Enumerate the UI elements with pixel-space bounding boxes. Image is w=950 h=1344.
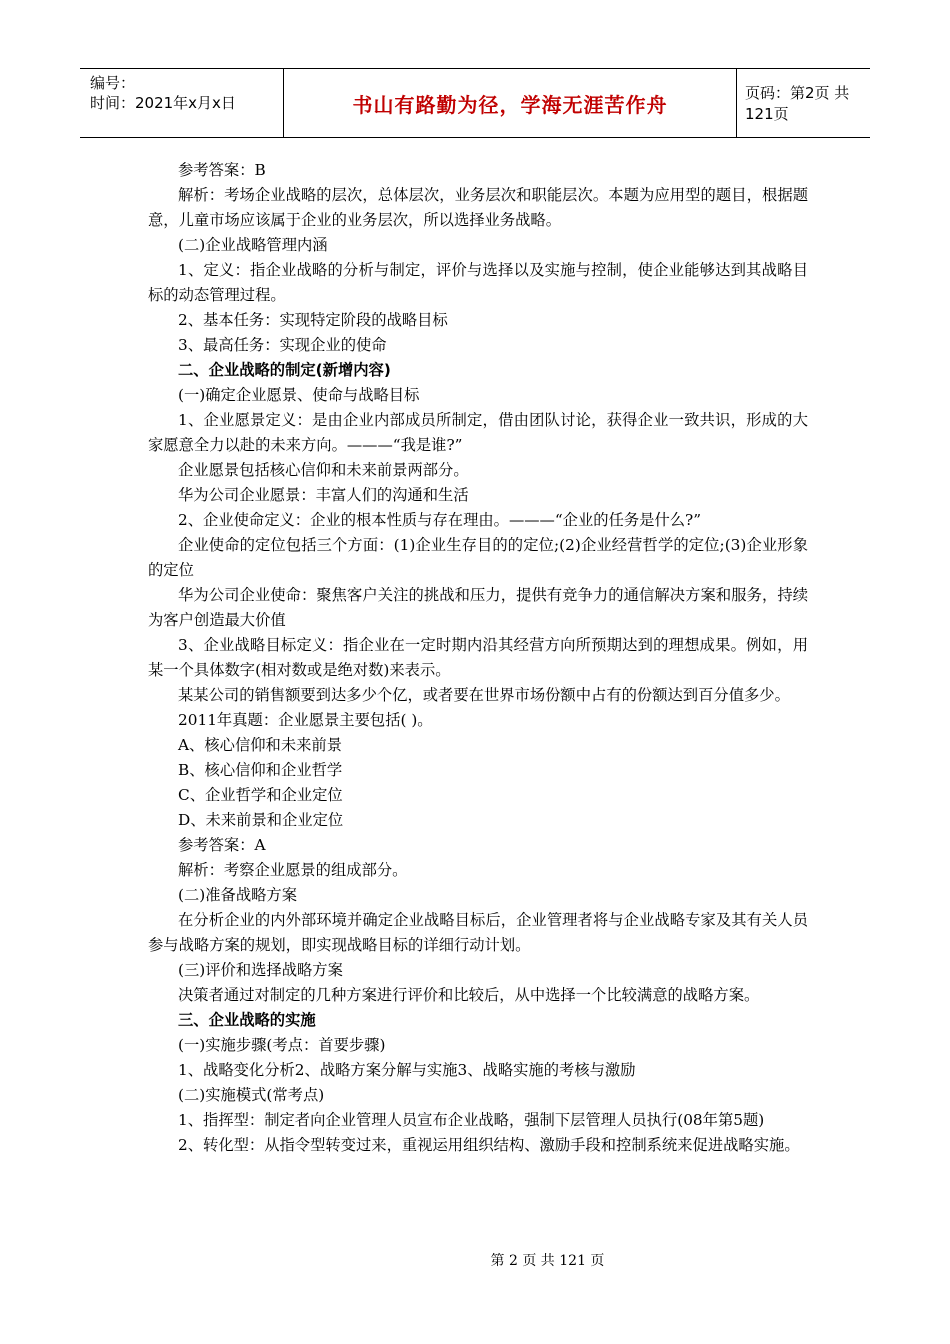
body-paragraph: 在分析企业的内外部环境并确定企业战略目标后，企业管理者将与企业战略专家及其有关人员参与战略方案的规划，即实现战略目标的详细行动计划。 [148,911,808,954]
body-paragraph: 决策者通过对制定的几种方案进行评价和比较后，从中选择一个比较满意的战略方案。 [178,986,760,1004]
body-paragraph: 解析：考察企业愿景的组成部分。 [178,861,408,879]
body-paragraph: (二)准备战略方案 [178,886,298,904]
header-meta [80,69,283,137]
body-paragraph: 3、最高任务：实现企业的使命 [178,336,387,354]
body-paragraph: 参考答案：A [178,836,266,854]
body-paragraph: 2、转化型：从指令型转变过来，重视运用组织结构、激励手段和控制系统来促进战略实施。 [178,1136,800,1154]
section-heading: 三、企业战略的实施 [178,1011,316,1029]
body-paragraph: 华为公司企业使命：聚焦客户关注的挑战和压力，提供有竞争力的通信解决方案和服务，持续为客户创造最大价值 [148,586,808,629]
section-heading: 二、企业战略的制定(新增内容) [178,361,391,379]
header-page-number: 页码：第2页 共121页 [745,84,850,123]
header-motto: 书山有路勤为径，学海无涯苦作舟 [283,69,737,137]
page-footer: 第 2 页 共 121 页 [490,1253,605,1269]
body-paragraph: C、企业哲学和企业定位 [178,786,343,804]
body-paragraph: 3、企业战略目标定义：指企业在一定时期内沿其经营方向所预期达到的理想成果。例如，用某一个具体数字(相对数或是绝对数)来表示。 [148,636,808,679]
document-number-label: 编号： [90,74,136,92]
body-paragraph: 某某公司的销售额要到达多少个亿，或者要在世界市场份额中占有的份额达到百分值多少。 [178,686,790,704]
document-body [148,158,808,1158]
body-paragraph: D、未来前景和企业定位 [178,811,344,829]
body-paragraph: B、核心信仰和企业哲学 [178,761,343,779]
body-paragraph: 2、基本任务：实现特定阶段的战略目标 [178,311,448,329]
body-paragraph: (二)企业战略管理内涵 [178,236,328,254]
body-paragraph: 解析：考场企业战略的层次，总体层次，业务层次和职能层次。本题为应用型的题目，根据题意，儿童市场应该属于企业的业务层次，所以选择业务战略。 [148,186,808,229]
body-paragraph: 1、定义：指企业战略的分析与制定，评价与选择以及实施与控制，使企业能够达到其战略目标的动态管理过程。 [148,261,808,304]
body-paragraph: (三)评价和选择战略方案 [178,961,343,979]
body-paragraph: 2、企业使命定义：企业的根本性质与存在理由。———“企业的任务是什么?” [178,511,702,529]
body-paragraph: 企业使命的定位包括三个方面：(1)企业生存目的的定位;(2)企业经营哲学的定位;(3)企业形象的定位 [148,536,808,579]
body-paragraph: 1、企业愿景定义：是由企业内部成员所制定，借由团队讨论，获得企业一致共识，形成的大家愿意全力以赴的未来方向。———“我是谁?” [148,411,808,454]
body-paragraph: 参考答案：B [178,161,266,179]
body-paragraph: A、核心信仰和未来前景 [178,736,343,754]
body-paragraph: (二)实施模式(常考点) [178,1086,325,1104]
page-header [80,68,870,138]
body-paragraph: 华为公司企业愿景：丰富人们的沟通和生活 [178,486,469,504]
body-paragraph: 1、指挥型：制定者向企业管理人员宣布企业战略，强制下层管理人员执行(08年第5题) [178,1111,765,1129]
document-date-label: 时间：2021年x月x日 [90,94,236,112]
body-paragraph: (一)实施步骤(考点：首要步骤) [178,1036,386,1054]
body-paragraph: 1、战略变化分析2、战略方案分解与实施3、战略实施的考核与激励 [178,1061,636,1079]
body-paragraph: 企业愿景包括核心信仰和未来前景两部分。 [178,461,469,479]
body-paragraph: (一)确定企业愿景、使命与战略目标 [178,386,420,404]
body-paragraph: 2011年真题：企业愿景主要包括( )。 [178,711,433,729]
